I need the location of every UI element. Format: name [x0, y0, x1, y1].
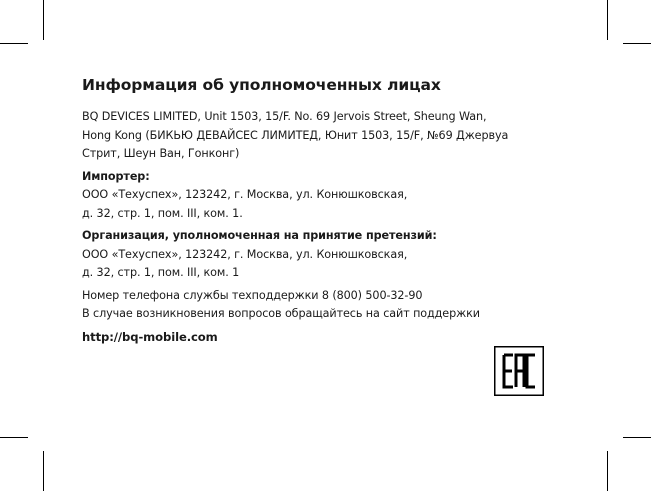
- support-url-link[interactable]: http://bq-mobile.com: [82, 329, 218, 344]
- crop-mark-bottom-right-vertical: [607, 451, 608, 491]
- importer-line: ООО «Техуспех», 123242, г. Москва, ул. Конюшковская,: [82, 188, 408, 201]
- importer-heading: Импортер:: [82, 169, 150, 183]
- manufacturer-line: BQ DEVICES LIMITED, Unit 1503, 15/F. No. 69 Jervois Street, Sheung Wan,: [82, 110, 487, 123]
- manufacturer-line: Стрит, Шеун Ван, Гонконг): [82, 147, 240, 160]
- support-block: [82, 287, 602, 347]
- claims-org-heading: Организация, уполномоченная на принятие претензий:: [82, 229, 437, 242]
- crop-mark-bottom-left-vertical: [43, 451, 44, 491]
- eac-mark-icon: [494, 346, 544, 396]
- crop-mark-top-left-vertical: [43, 0, 44, 40]
- claims-org-block: [82, 227, 602, 283]
- crop-mark-top-left-horizontal: [0, 43, 28, 44]
- page-title: Информация об уполномоченных лицах: [82, 76, 441, 94]
- manufacturer-line: Hong Kong (БИКЬЮ ДЕВАЙСЕС ЛИМИТЕД, Юнит 1503, 15/F, №69 Джервуа: [82, 128, 509, 142]
- claims-org-line: ООО «Техуспех», 123242, г. Москва, ул. Конюшковская,: [82, 247, 408, 261]
- support-site-note: В случае возникновения вопросов обращайтесь на сайт поддержки: [82, 307, 480, 320]
- claims-org-line: д. 32, стр. 1, пом. III, ком. 1: [82, 266, 240, 279]
- importer-block: [82, 168, 602, 224]
- crop-mark-bottom-right-horizontal: [623, 437, 651, 438]
- authorized-persons-info: [82, 76, 602, 346]
- crop-mark-top-right-horizontal: [623, 43, 651, 44]
- crop-mark-bottom-left-horizontal: [0, 437, 28, 438]
- manufacturer-block: [82, 108, 602, 164]
- support-phone: Номер телефона службы техподдержки 8 (800) 500-32-90: [82, 288, 423, 302]
- crop-mark-top-right-vertical: [607, 0, 608, 40]
- importer-line: д. 32, стр. 1, пом. III, ком. 1.: [82, 206, 243, 220]
